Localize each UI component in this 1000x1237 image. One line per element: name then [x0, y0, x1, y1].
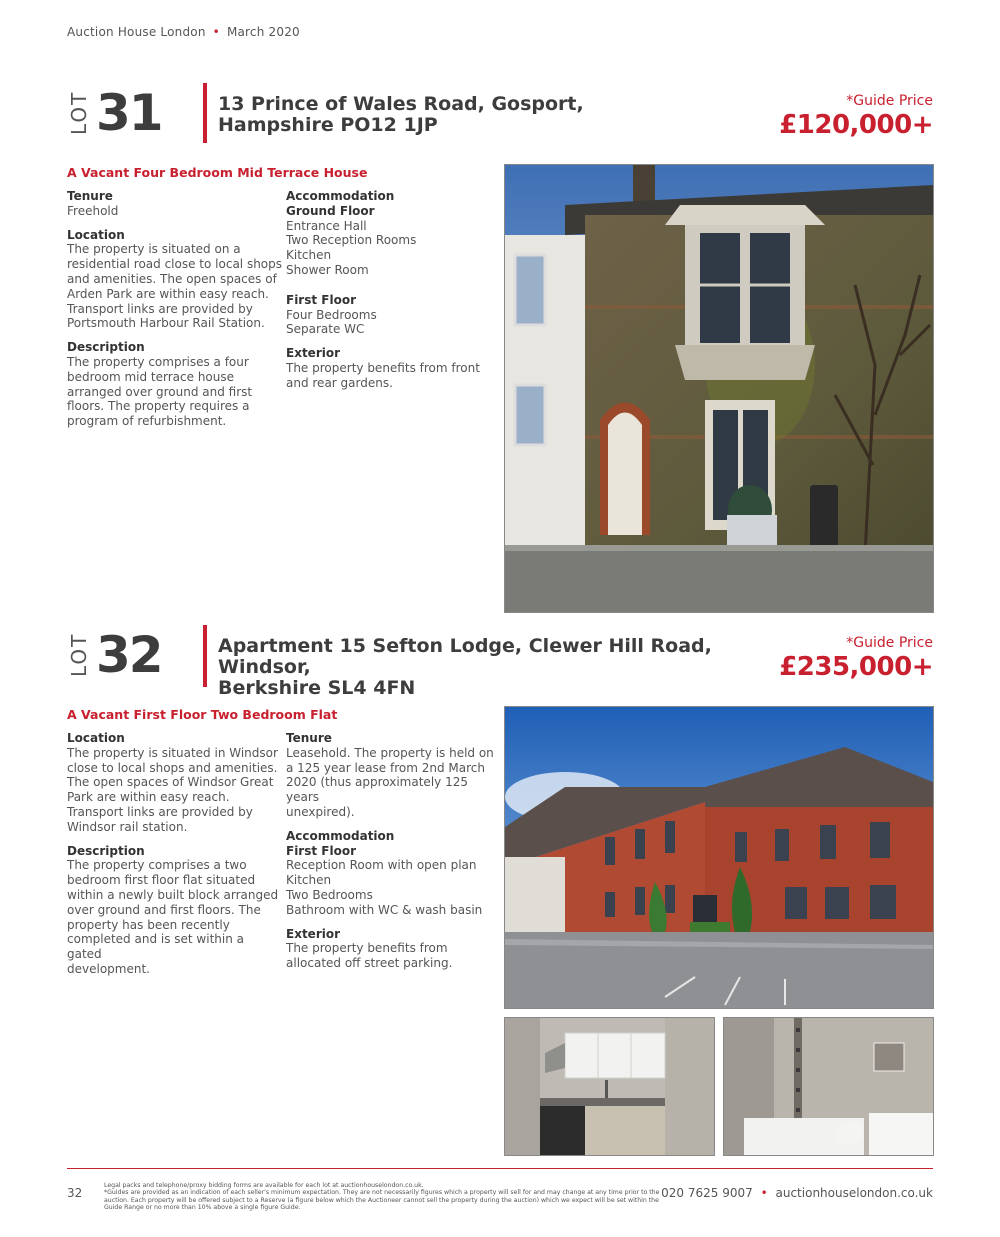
address-line: Apartment 15 Sefton Lodge, Clewer Hill Road, Windsor,	[218, 635, 712, 678]
section-heading: Description	[67, 340, 145, 355]
property-photo-exterior	[504, 706, 934, 1009]
lot-details-left	[67, 731, 282, 986]
floor-heading: Ground Floor	[286, 203, 375, 218]
lot-label: LOT	[67, 632, 91, 677]
location-section	[67, 731, 282, 835]
section-heading: Tenure	[67, 189, 113, 203]
section-heading: Location	[67, 227, 125, 242]
room-item: Shower Room	[286, 262, 369, 277]
room-item: Four Bedrooms	[286, 307, 377, 322]
phone-number: 020 7625 9007	[661, 1186, 753, 1200]
lot-details-right	[286, 731, 501, 980]
text-line: Transport links are provided by	[67, 301, 253, 316]
footer-divider	[67, 1168, 933, 1169]
page-number: 32	[67, 1186, 83, 1200]
exterior-section	[286, 346, 498, 390]
text-line: over ground and first floors. The	[67, 902, 261, 917]
text-line: Arden Park are within easy reach.	[67, 286, 269, 301]
footer-contact	[640, 1186, 933, 1200]
brand-name: Auction House London	[67, 25, 206, 39]
exterior-section	[286, 927, 501, 971]
guide-price-label: *Guide Price	[846, 93, 933, 109]
text-line: The open spaces of Windsor Great	[67, 775, 274, 790]
text-line: and rear gardens.	[286, 375, 393, 390]
house-illustration	[505, 165, 933, 612]
section-heading: Accommodation	[286, 828, 395, 843]
room-item: Kitchen	[286, 248, 332, 263]
text-line: close to local shops and amenities.	[67, 760, 278, 775]
page-header	[67, 25, 300, 39]
header-separator: •	[212, 25, 220, 39]
section-heading: Description	[67, 843, 145, 858]
text-line: completed and is set within a gated	[67, 932, 244, 962]
lot-details-left	[67, 189, 282, 438]
text-line: The property is situated in Windsor	[67, 745, 278, 760]
room-item: Two Bedrooms	[286, 887, 373, 902]
text-line: Portsmouth Harbour Rail Station.	[67, 316, 265, 331]
room-item: Kitchen	[286, 873, 332, 888]
text-line: bedroom first floor flat situated	[67, 873, 256, 888]
text-line: Transport links are provided by	[67, 804, 253, 819]
lot-divider-bar	[203, 625, 207, 687]
section-heading: Tenure	[286, 731, 332, 745]
bathroom-illustration	[724, 1018, 933, 1155]
text-line: a 125 year lease from 2nd March	[286, 760, 485, 775]
text-line: The property is situated on a	[67, 242, 241, 257]
location-section	[67, 228, 282, 332]
text-line: allocated off street parking.	[286, 956, 453, 971]
room-item: Entrance Hall	[286, 218, 367, 233]
text-line: residential road close to local shops	[67, 257, 283, 272]
text-line: and amenities. The open spaces of	[67, 271, 277, 286]
text-line: 2020 (thus approximately 125 years	[286, 775, 468, 805]
text-line: Park are within easy reach.	[67, 790, 230, 805]
footer-notes	[104, 1182, 664, 1212]
text-line: Windsor rail station.	[67, 819, 188, 834]
lot-label: LOT	[67, 90, 91, 135]
room-item: Two Reception Rooms	[286, 233, 417, 248]
text-line: The property comprises a two	[67, 858, 247, 873]
ground-floor-section	[286, 204, 498, 278]
description-section	[67, 340, 282, 429]
apartment-illustration	[505, 707, 933, 1008]
guide-price: £235,000+	[779, 652, 933, 682]
property-photo-bathroom	[723, 1017, 934, 1156]
text-line: development.	[67, 961, 150, 976]
first-floor-section	[286, 844, 501, 918]
guide-disclaimer: *Guides are provided as an indication of each seller's minimum expectation. They are not necessarily figures which a property will sell for and may change at any time prior to the auction. Each property will be offered subject to a Reserve (a figure below which the Auctioneer cannot sell the property during the auction) which we expect will be set within the Guide Range or no more than 10% above a single figure Guide.	[104, 1189, 660, 1212]
floor-heading: First Floor	[286, 292, 357, 307]
tenure-section	[286, 731, 501, 820]
section-heading: Exterior	[286, 926, 341, 941]
first-floor-section	[286, 293, 498, 337]
text-line: The property benefits from	[286, 941, 448, 956]
text-line: arranged over ground and first	[67, 384, 253, 399]
floor-heading: First Floor	[286, 843, 357, 858]
text-line: unexpired).	[286, 804, 355, 819]
property-photo-kitchen	[504, 1017, 715, 1156]
text-line: The property comprises a four	[67, 354, 249, 369]
text-line: Leasehold. The property is held on	[286, 745, 494, 760]
room-item: Reception Room with open plan	[286, 858, 477, 873]
text-line: floors. The property requires a	[67, 399, 250, 414]
description-section	[67, 844, 282, 977]
website-link[interactable]: auctionhouselondon.co.uk	[775, 1186, 933, 1200]
contact-separator: •	[760, 1186, 768, 1200]
lot-subtitle: A Vacant Four Bedroom Mid Terrace House	[67, 165, 368, 180]
text-line: property has been recently	[67, 917, 230, 932]
lot-number: 31	[96, 84, 162, 142]
property-photo-exterior	[504, 164, 934, 613]
lot-subtitle: A Vacant First Floor Two Bedroom Flat	[67, 707, 338, 722]
section-heading: Exterior	[286, 346, 341, 361]
tenure-section	[67, 189, 282, 219]
address-line: Hampshire PO12 1JP	[218, 114, 438, 136]
section-heading: Accommodation	[286, 189, 395, 203]
lot-details-right	[286, 189, 498, 400]
text-line: program of refurbishment.	[67, 414, 227, 429]
lot-divider-bar	[203, 83, 207, 143]
text-line: within a newly built block arranged	[67, 887, 279, 902]
text-line: The property benefits from front	[286, 360, 480, 375]
room-item: Bathroom with WC & wash basin	[286, 902, 483, 917]
guide-price: £120,000+	[779, 110, 933, 140]
text-line: Freehold	[67, 203, 119, 218]
address-line: 13 Prince of Wales Road, Gosport,	[218, 93, 584, 115]
address-line: Berkshire SL4 4FN	[218, 677, 416, 699]
lot-number: 32	[96, 626, 162, 684]
room-item: Separate WC	[286, 322, 365, 337]
issue-date: March 2020	[226, 25, 300, 39]
text-line: bedroom mid terrace house	[67, 369, 235, 384]
kitchen-illustration	[505, 1018, 714, 1155]
guide-price-label: *Guide Price	[846, 635, 933, 651]
section-heading: Location	[67, 731, 125, 745]
legal-note: Legal packs and telephone/proxy bidding forms are available for each lot at auctionhouselondon.co.uk.	[104, 1182, 424, 1189]
